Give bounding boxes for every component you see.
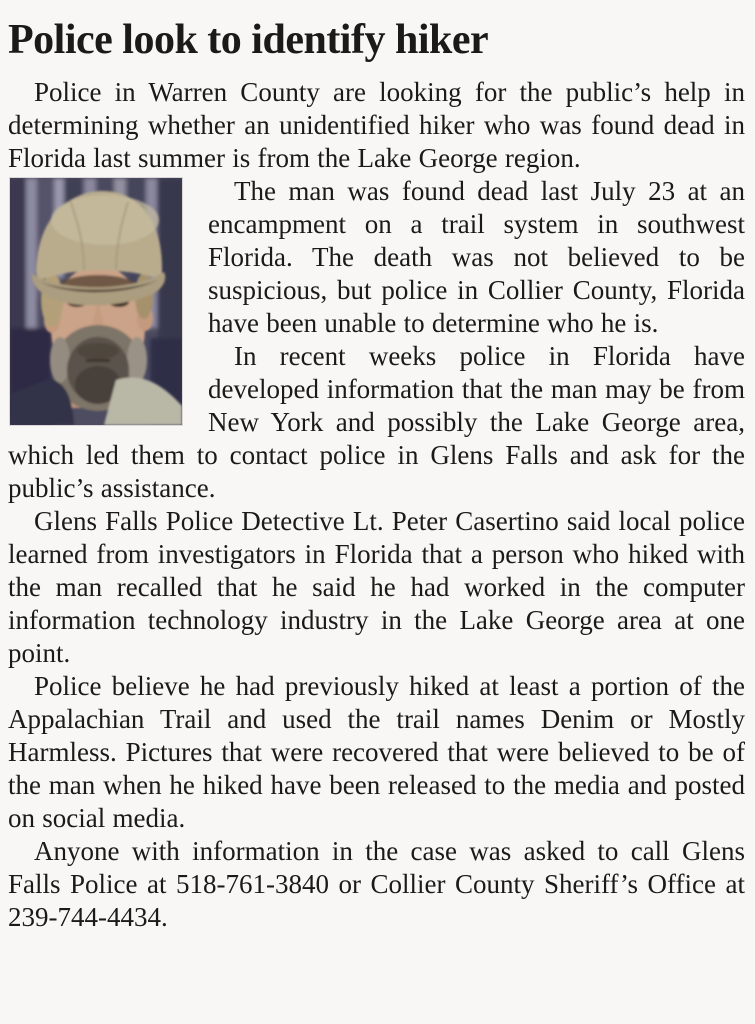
article-paragraph-2: The man was found dead last July 23 at an encampment on a trail system in southwest Florida. The death was not believed to be suspicious, but police in Collier County, Florida have been unable to determine who he is.: [208, 176, 745, 338]
hiker-photo-image: [10, 178, 182, 425]
hiker-photo: [10, 178, 182, 425]
article-paragraph-3: In recent weeks police in Florida have developed information that the man may be from New York and possibly the Lake George area, which led them to contact police in Glens Falls and ask for the public’s assistance.: [8, 341, 745, 503]
article-paragraph-4: Glens Falls Police Detective Lt. Peter Casertino said local police learned from investigators in Florida that a person who hiked with the man recalled that he said he had worked in the computer information technology industry in the Lake George area at one point.: [8, 506, 745, 668]
article-body: [8, 76, 745, 934]
article-paragraph-6: Anyone with information in the case was asked to call Glens Falls Police at 518-761-3840 or Collier County Sheriff’s Office at 239-744-4434.: [8, 836, 745, 932]
article-paragraph-1: Police in Warren County are looking for the public’s help in determining whether an unidentified hiker who was found dead in Florida last summer is from the Lake George region.: [8, 77, 745, 173]
article-headline: Police look to identify hiker: [8, 17, 489, 63]
article-paragraph-5: Police believe he had previously hiked at least a portion of the Appalachian Trail and used the trail names Denim or Mostly Harmless. Pictures that were recovered that were believed to be of the man when he hiked have been released to the media and posted on social media.: [8, 671, 745, 833]
